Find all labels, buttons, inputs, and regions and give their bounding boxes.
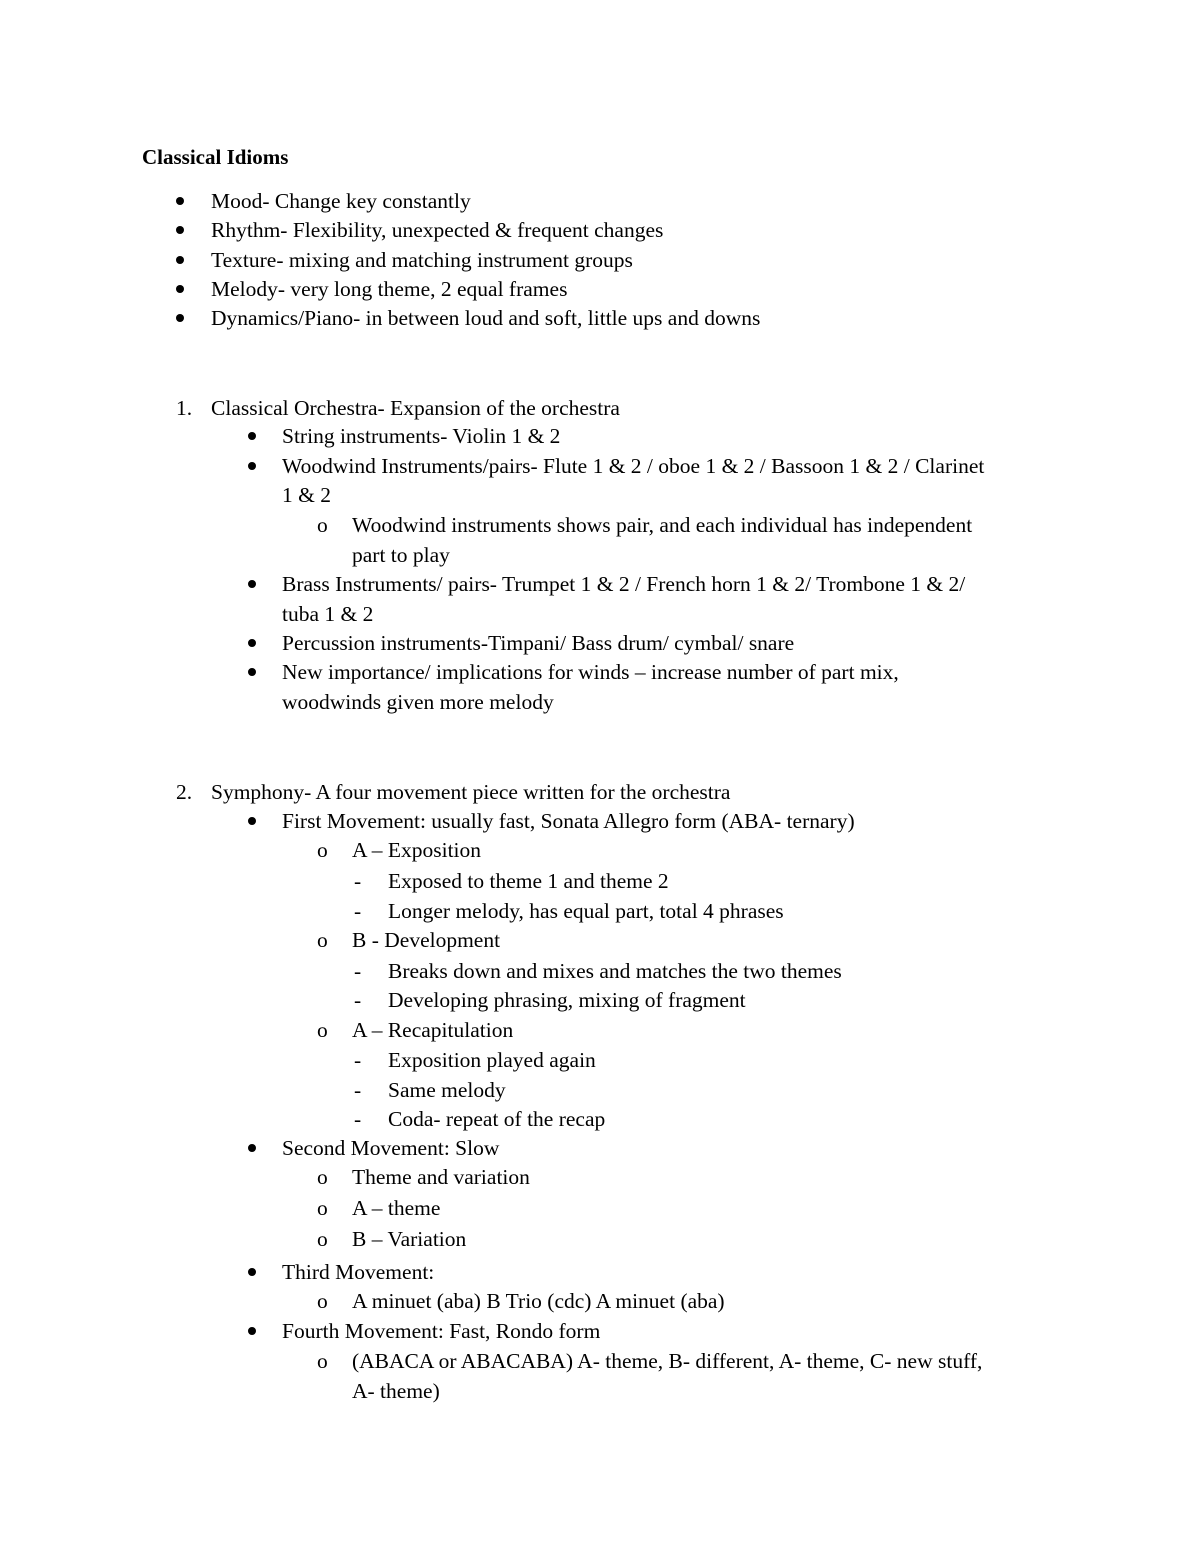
list-item: Woodwind Instruments/pairs- Flute 1 & 2 / oboe 1 & 2 / Bassoon 1 & 2 / Clarinet [282, 454, 985, 478]
sub-list-item: B – Variation [352, 1227, 467, 1251]
circle-bullet: o [317, 1289, 328, 1313]
idiom-item: Dynamics/Piano- in between loud and soft, little ups and downs [211, 306, 761, 330]
sub-list-item: A – Recapitulation [352, 1018, 514, 1042]
list-item: New importance/ implications for winds – increase number of part mix, [282, 660, 899, 684]
bullet-icon [176, 256, 184, 264]
dash-bullet: - [354, 899, 362, 923]
section-number: 1. [176, 396, 193, 420]
idiom-item: Texture- mixing and matching instrument groups [211, 248, 633, 272]
dash-bullet: - [354, 869, 362, 893]
idiom-item: Melody- very long theme, 2 equal frames [211, 277, 568, 301]
sub-list-item: A – Exposition [352, 838, 482, 862]
sub-sub-list-item: Developing phrasing, mixing of fragment [388, 988, 746, 1012]
circle-bullet: o [317, 1165, 328, 1189]
list-item-continuation: tuba 1 & 2 [282, 602, 374, 626]
bullet-icon [248, 1268, 256, 1276]
section-heading: Classical Orchestra- Expansion of the orchestra [211, 396, 620, 420]
dash-bullet: - [354, 1107, 362, 1131]
sub-sub-list-item: Same melody [388, 1078, 506, 1102]
document-title: Classical Idioms [142, 145, 289, 169]
circle-bullet: o [317, 513, 328, 537]
circle-bullet: o [317, 928, 328, 952]
bullet-icon [248, 432, 256, 440]
bullet-icon [248, 580, 256, 588]
bullet-icon [248, 668, 256, 676]
bullet-icon [176, 285, 184, 293]
bullet-icon [176, 197, 184, 205]
sub-sub-list-item: Longer melody, has equal part, total 4 phrases [388, 899, 784, 923]
list-item: Percussion instruments-Timpani/ Bass drum/ cymbal/ snare [282, 631, 795, 655]
sub-list-item: B - Development [352, 928, 501, 952]
dash-bullet: - [354, 1048, 362, 1072]
bullet-icon [248, 817, 256, 825]
section-heading: Symphony- A four movement piece written for the orchestra [211, 780, 731, 804]
bullet-icon [248, 639, 256, 647]
bullet-icon [176, 314, 184, 322]
sub-list-item: Theme and variation [352, 1165, 530, 1189]
bullet-icon [176, 226, 184, 234]
list-item: Brass Instruments/ pairs- Trumpet 1 & 2 / French horn 1 & 2/ Trombone 1 & 2/ [282, 572, 966, 596]
bullet-icon [248, 462, 256, 470]
dash-bullet: - [354, 1078, 362, 1102]
sub-sub-list-item: Exposition played again [388, 1048, 596, 1072]
idiom-item: Rhythm- Flexibility, unexpected & frequent changes [211, 218, 664, 242]
list-item: String instruments- Violin 1 & 2 [282, 424, 561, 448]
sub-list-item: (ABACA or ABACABA) A- theme, B- different, A- theme, C- new stuff, [352, 1349, 983, 1373]
list-item: Fourth Movement: Fast, Rondo form [282, 1319, 601, 1343]
section-number: 2. [176, 780, 193, 804]
list-item: Second Movement: Slow [282, 1136, 500, 1160]
circle-bullet: o [317, 1227, 328, 1251]
sub-list-item: A – theme [352, 1196, 441, 1220]
sub-list-item-continuation: part to play [352, 543, 450, 567]
list-item-continuation: 1 & 2 [282, 483, 331, 507]
sub-sub-list-item: Breaks down and mixes and matches the two themes [388, 959, 842, 983]
idiom-item: Mood- Change key constantly [211, 189, 471, 213]
circle-bullet: o [317, 1196, 328, 1220]
list-item: Third Movement: [282, 1260, 435, 1284]
circle-bullet: o [317, 838, 328, 862]
dash-bullet: - [354, 959, 362, 983]
bullet-icon [248, 1327, 256, 1335]
sub-list-item-continuation: A- theme) [352, 1379, 440, 1403]
bullet-icon [248, 1144, 256, 1152]
list-item-continuation: woodwinds given more melody [282, 690, 554, 714]
sub-sub-list-item: Coda- repeat of the recap [388, 1107, 606, 1131]
circle-bullet: o [317, 1018, 328, 1042]
dash-bullet: - [354, 988, 362, 1012]
sub-list-item: Woodwind instruments shows pair, and each individual has independent [352, 513, 973, 537]
sub-list-item: A minuet (aba) B Trio (cdc) A minuet (aba) [352, 1289, 725, 1313]
sub-sub-list-item: Exposed to theme 1 and theme 2 [388, 869, 669, 893]
circle-bullet: o [317, 1349, 328, 1373]
list-item: First Movement: usually fast, Sonata Allegro form (ABA- ternary) [282, 809, 855, 833]
